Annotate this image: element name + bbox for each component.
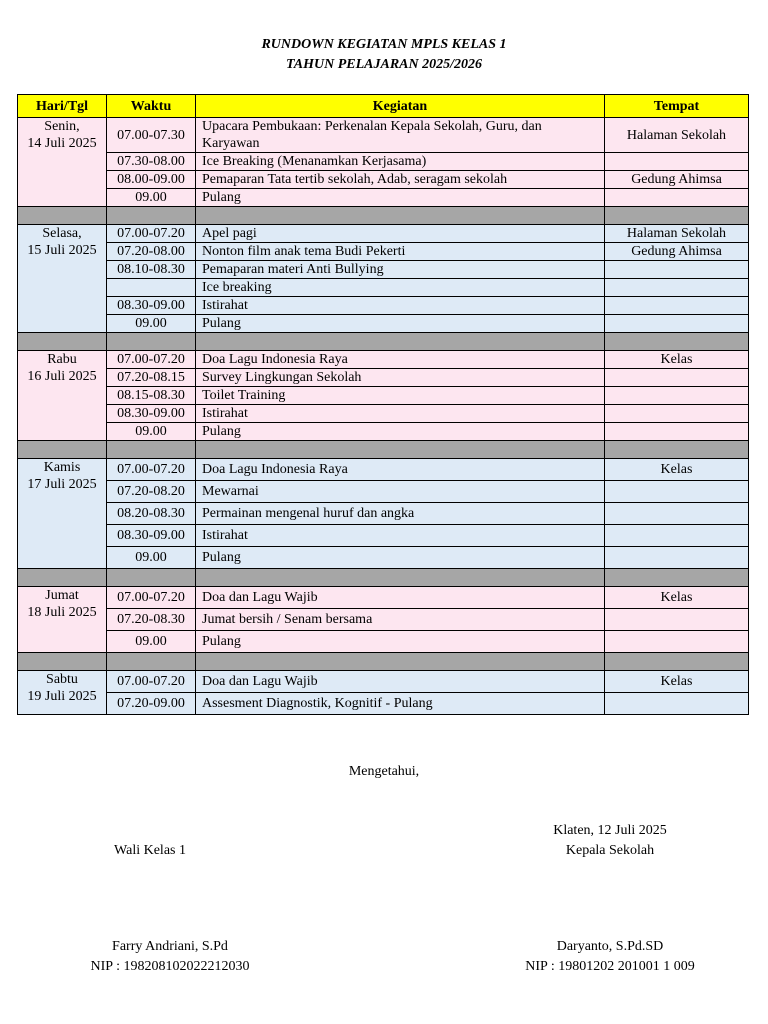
time-cell: 07.00-07.20 bbox=[107, 671, 196, 693]
table-row bbox=[18, 225, 749, 243]
activity-cell: Pemaparan Tata tertib sekolah, Adab, seragam sekolah bbox=[196, 171, 605, 189]
time-cell: 07.00-07.20 bbox=[107, 459, 196, 481]
day-date: 18 Juli 2025 bbox=[27, 605, 97, 620]
place-cell bbox=[605, 405, 749, 423]
day-cell bbox=[18, 118, 107, 207]
place-cell: Kelas bbox=[605, 351, 749, 369]
activity-cell: Permainan mengenal huruf dan angka bbox=[196, 503, 605, 525]
table-header-row bbox=[18, 95, 749, 118]
place-cell: Gedung Ahimsa bbox=[605, 171, 749, 189]
time-cell: 07.00-07.20 bbox=[107, 225, 196, 243]
place-cell bbox=[605, 261, 749, 279]
separator-cell bbox=[18, 569, 107, 587]
activity-cell: Apel pagi bbox=[196, 225, 605, 243]
separator-cell bbox=[196, 653, 605, 671]
place-cell: Kelas bbox=[605, 587, 749, 609]
activity-cell: Pulang bbox=[196, 423, 605, 441]
table-row bbox=[18, 171, 749, 189]
table-row bbox=[18, 387, 749, 405]
table-row bbox=[18, 631, 749, 653]
time-cell bbox=[107, 279, 196, 297]
day-cell bbox=[18, 459, 107, 569]
place-cell: Halaman Sekolah bbox=[605, 225, 749, 243]
separator-cell bbox=[18, 653, 107, 671]
time-cell: 09.00 bbox=[107, 423, 196, 441]
day-cell bbox=[18, 351, 107, 441]
day-separator-row bbox=[18, 653, 749, 671]
rundown-table bbox=[17, 94, 749, 715]
header-waktu: Waktu bbox=[107, 95, 196, 118]
table-row bbox=[18, 547, 749, 569]
time-cell: 07.30-08.00 bbox=[107, 153, 196, 171]
activity-cell: Istirahat bbox=[196, 405, 605, 423]
table-row bbox=[18, 671, 749, 693]
separator-cell bbox=[107, 333, 196, 351]
activity-cell: Jumat bersih / Senam bersama bbox=[196, 609, 605, 631]
table-row bbox=[18, 459, 749, 481]
place-cell bbox=[605, 387, 749, 405]
time-cell: 09.00 bbox=[107, 189, 196, 207]
activity-cell: Toilet Training bbox=[196, 387, 605, 405]
time-cell: 08.30-09.00 bbox=[107, 297, 196, 315]
activity-cell: Doa dan Lagu Wajib bbox=[196, 587, 605, 609]
separator-cell bbox=[196, 441, 605, 459]
day-name: Selasa, bbox=[42, 226, 82, 241]
activity-cell: Pulang bbox=[196, 631, 605, 653]
place-cell bbox=[605, 279, 749, 297]
time-cell: 09.00 bbox=[107, 631, 196, 653]
table-row bbox=[18, 118, 749, 153]
right-signatory-role: Kepala Sekolah bbox=[565, 843, 655, 858]
separator-cell bbox=[107, 207, 196, 225]
table-row bbox=[18, 525, 749, 547]
activity-cell: Survey Lingkungan Sekolah bbox=[196, 369, 605, 387]
table-row bbox=[18, 423, 749, 441]
separator-cell bbox=[196, 207, 605, 225]
day-date: 17 Juli 2025 bbox=[27, 477, 97, 492]
table-row bbox=[18, 279, 749, 297]
activity-cell: Istirahat bbox=[196, 525, 605, 547]
acknowledged-label: Mengetahui, bbox=[348, 764, 420, 779]
place-cell bbox=[605, 525, 749, 547]
day-cell bbox=[18, 225, 107, 333]
separator-cell bbox=[605, 333, 749, 351]
day-cell bbox=[18, 587, 107, 653]
separator-cell bbox=[605, 207, 749, 225]
time-cell: 08.30-09.00 bbox=[107, 405, 196, 423]
day-separator-row bbox=[18, 333, 749, 351]
time-cell: 08.00-09.00 bbox=[107, 171, 196, 189]
activity-cell: Doa Lagu Indonesia Raya bbox=[196, 459, 605, 481]
table-row bbox=[18, 693, 749, 715]
place-cell bbox=[605, 369, 749, 387]
document-title: RUNDOWN KEGIATAN MPLS KELAS 1 bbox=[261, 37, 507, 52]
day-name: Jumat bbox=[45, 588, 79, 603]
time-cell: 08.30-09.00 bbox=[107, 525, 196, 547]
separator-cell bbox=[107, 569, 196, 587]
table-row bbox=[18, 405, 749, 423]
activity-cell: Pulang bbox=[196, 547, 605, 569]
separator-cell bbox=[605, 569, 749, 587]
table-row bbox=[18, 315, 749, 333]
time-cell: 09.00 bbox=[107, 315, 196, 333]
place-cell bbox=[605, 189, 749, 207]
left-signatory-nip: NIP : 198208102022212030 bbox=[90, 959, 250, 974]
separator-cell bbox=[107, 653, 196, 671]
activity-cell: Doa Lagu Indonesia Raya bbox=[196, 351, 605, 369]
day-separator-row bbox=[18, 569, 749, 587]
table-row bbox=[18, 587, 749, 609]
day-date: 16 Juli 2025 bbox=[27, 369, 97, 384]
table-row bbox=[18, 351, 749, 369]
table-row bbox=[18, 481, 749, 503]
place-cell bbox=[605, 153, 749, 171]
time-cell: 07.20-08.30 bbox=[107, 609, 196, 631]
rundown-body bbox=[18, 118, 749, 715]
table-row bbox=[18, 243, 749, 261]
place-cell bbox=[605, 693, 749, 715]
day-separator-row bbox=[18, 441, 749, 459]
place-cell: Gedung Ahimsa bbox=[605, 243, 749, 261]
place-cell bbox=[605, 503, 749, 525]
day-date: 14 Juli 2025 bbox=[27, 136, 97, 151]
separator-cell bbox=[605, 441, 749, 459]
day-name: Rabu bbox=[47, 352, 77, 367]
left-signatory-role: Wali Kelas 1 bbox=[114, 843, 186, 858]
time-cell: 07.20-09.00 bbox=[107, 693, 196, 715]
time-cell: 08.10-08.30 bbox=[107, 261, 196, 279]
table-row bbox=[18, 609, 749, 631]
table-row bbox=[18, 189, 749, 207]
activity-cell: Pulang bbox=[196, 315, 605, 333]
place-cell bbox=[605, 423, 749, 441]
time-cell: 07.20-08.20 bbox=[107, 481, 196, 503]
separator-cell bbox=[18, 207, 107, 225]
activity-cell: Pulang bbox=[196, 189, 605, 207]
left-signatory-name: Farry Andriani, S.Pd bbox=[112, 939, 228, 954]
header-tempat: Tempat bbox=[605, 95, 749, 118]
activity-cell: Nonton film anak tema Budi Pekerti bbox=[196, 243, 605, 261]
activity-cell: Ice Breaking (Menanamkan Kerjasama) bbox=[196, 153, 605, 171]
day-name: Kamis bbox=[43, 460, 81, 475]
activity-cell: Assesment Diagnostik, Kognitif - Pulang bbox=[196, 693, 605, 715]
place-cell bbox=[605, 481, 749, 503]
separator-cell bbox=[18, 333, 107, 351]
day-date: 19 Juli 2025 bbox=[27, 689, 97, 704]
activity-cell: Doa dan Lagu Wajib bbox=[196, 671, 605, 693]
time-cell: 07.20-08.15 bbox=[107, 369, 196, 387]
separator-cell bbox=[196, 569, 605, 587]
time-cell: 09.00 bbox=[107, 547, 196, 569]
separator-cell bbox=[196, 333, 605, 351]
day-name: Senin, bbox=[44, 119, 80, 134]
table-row bbox=[18, 153, 749, 171]
separator-cell bbox=[18, 441, 107, 459]
time-cell: 07.20-08.00 bbox=[107, 243, 196, 261]
activity-cell: Ice breaking bbox=[196, 279, 605, 297]
table-row bbox=[18, 297, 749, 315]
place-cell: Halaman Sekolah bbox=[605, 118, 749, 153]
header-hari-tgl: Hari/Tgl bbox=[18, 95, 107, 118]
time-cell: 07.00-07.20 bbox=[107, 351, 196, 369]
day-separator-row bbox=[18, 207, 749, 225]
place-cell bbox=[605, 547, 749, 569]
activity-cell: Istirahat bbox=[196, 297, 605, 315]
header-kegiatan: Kegiatan bbox=[196, 95, 605, 118]
time-cell: 07.00-07.20 bbox=[107, 587, 196, 609]
place-cell bbox=[605, 631, 749, 653]
day-name: Sabtu bbox=[46, 672, 78, 687]
table-row bbox=[18, 261, 749, 279]
table-row bbox=[18, 369, 749, 387]
place-date: Klaten, 12 Juli 2025 bbox=[553, 823, 667, 838]
activity-cell: Pemaparan materi Anti Bullying bbox=[196, 261, 605, 279]
place-cell bbox=[605, 315, 749, 333]
document-subtitle: TAHUN PELAJARAN 2025/2026 bbox=[285, 57, 483, 72]
place-cell bbox=[605, 609, 749, 631]
place-cell bbox=[605, 297, 749, 315]
time-cell: 07.00-07.30 bbox=[107, 118, 196, 153]
separator-cell bbox=[107, 441, 196, 459]
day-date: 15 Juli 2025 bbox=[27, 243, 97, 258]
day-cell bbox=[18, 671, 107, 715]
activity-cell: Upacara Pembukaan: Perkenalan Kepala Sekolah, Guru, dan Karyawan bbox=[196, 118, 605, 153]
time-cell: 08.15-08.30 bbox=[107, 387, 196, 405]
time-cell: 08.20-08.30 bbox=[107, 503, 196, 525]
separator-cell bbox=[605, 653, 749, 671]
activity-cell: Mewarnai bbox=[196, 481, 605, 503]
place-cell: Kelas bbox=[605, 459, 749, 481]
right-signatory-name: Daryanto, S.Pd.SD bbox=[556, 939, 664, 954]
place-cell: Kelas bbox=[605, 671, 749, 693]
right-signatory-nip: NIP : 19801202 201001 1 009 bbox=[525, 959, 695, 974]
table-row bbox=[18, 503, 749, 525]
